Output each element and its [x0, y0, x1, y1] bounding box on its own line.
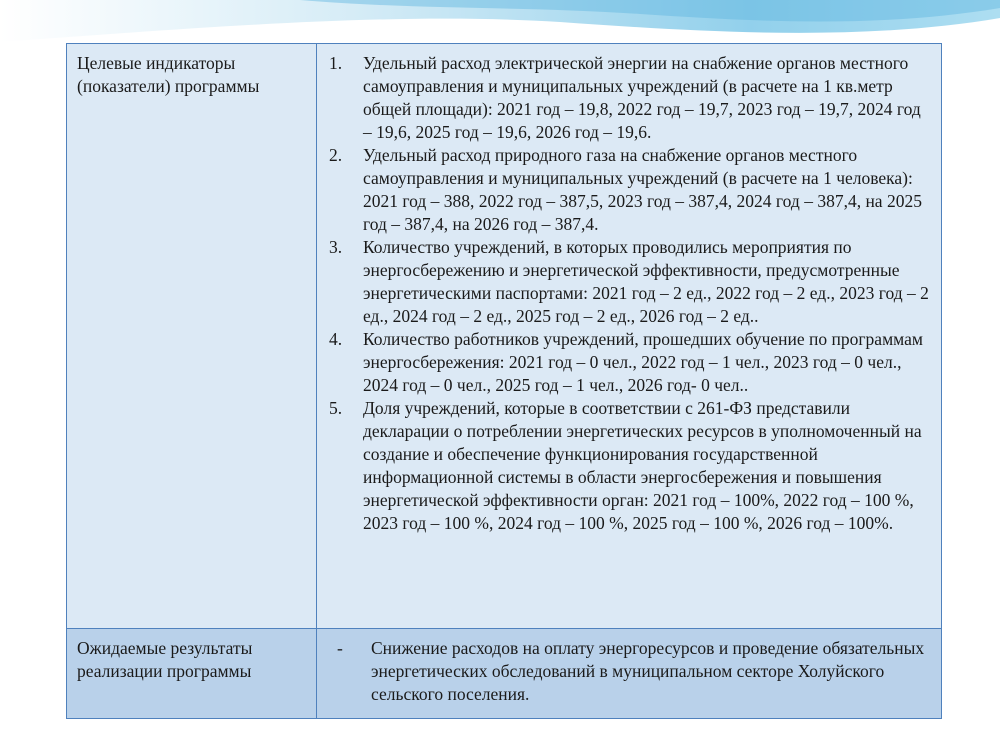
row-label-cell: [67, 44, 317, 629]
indicator-item: [329, 236, 931, 328]
indicator-number: 4.: [329, 329, 343, 349]
result-dash: -: [337, 638, 343, 658]
indicator-text: Доля учреждений, которые в соответствии с 261-ФЗ представили декларации о потреблении энергетических ресурсов в уполномоченный на создание и обеспечение функционирования государственной информационной системы в области энергосбережения и повышения энергетической эффективности орган: 2021 год – 100%, 2022 год – 100 %, 2023 год – 100 %, 2024 год – 100 %, 2025 год – 100 %, 2026 год – 100%.: [363, 398, 922, 533]
indicator-text: Количество работников учреждений, прошедших обучение по программам энергосбережения: 2021 год – 0 чел., 2022 год – 1 чел., 2023 год – 0 чел., 2024 год – 0 чел., 2025 год – 1 чел., 2026 год- 0 чел..: [363, 329, 923, 395]
program-table: [66, 43, 942, 719]
row-label-target-indicators: Целевые индикаторы (показатели) программы: [77, 53, 260, 96]
indicator-item: [329, 328, 931, 397]
indicator-item: [329, 52, 931, 144]
indicator-number: 2.: [329, 145, 343, 165]
indicator-text: Количество учреждений, в которых проводились мероприятия по энергосбережению и энергетической эффективности, предусмотренные энергетическими паспортами: 2021 год – 2 ед., 2022 год – 2 ед., 2023 год – 2 ед., 2024 год – 2 ед., 2025 год – 2 ед., 2026 год – 2 ед..: [363, 237, 929, 326]
indicator-number: 1.: [329, 53, 343, 73]
indicator-number: 3.: [329, 237, 343, 257]
row-label-cell: [67, 629, 317, 719]
indicator-text: Удельный расход электрической энергии на снабжение органов местного самоуправления и муниципальных учреждений (в расчете на 1 кв.метр общей площади): 2021 год – 19,8, 2022 год – 19,7, 2023 год – 19,7, 2024 год – 19,6, 2025 год – 19,6, 2026 год – 19,6.: [363, 53, 921, 142]
results-cell: [317, 629, 942, 719]
result-text: Снижение расходов на оплату энергоресурсов и проведение обязательных энергетических обследований в муниципальном секторе Холуйского сельского поселения.: [371, 638, 925, 704]
indicator-item: [329, 144, 931, 236]
row-label-expected-results: Ожидаемые результаты реализации программы: [77, 638, 253, 681]
indicator-number: 5.: [329, 398, 343, 418]
expected-result: [337, 637, 931, 706]
indicator-list: [329, 52, 931, 535]
table-row-expected-results: [67, 629, 942, 719]
indicators-cell: [317, 44, 942, 629]
table-row-target-indicators: [67, 44, 942, 629]
indicator-item: [329, 397, 931, 535]
indicator-text: Удельный расход природного газа на снабжение органов местного самоуправления и муниципальных учреждений (в расчете на 1 человека): 2021 год – 388, 2022 год – 387,5, 2023 год – 387,4, 2024 год – 387,4, на 2025 год – 387,4, на 2026 год – 387,4.: [363, 145, 922, 234]
